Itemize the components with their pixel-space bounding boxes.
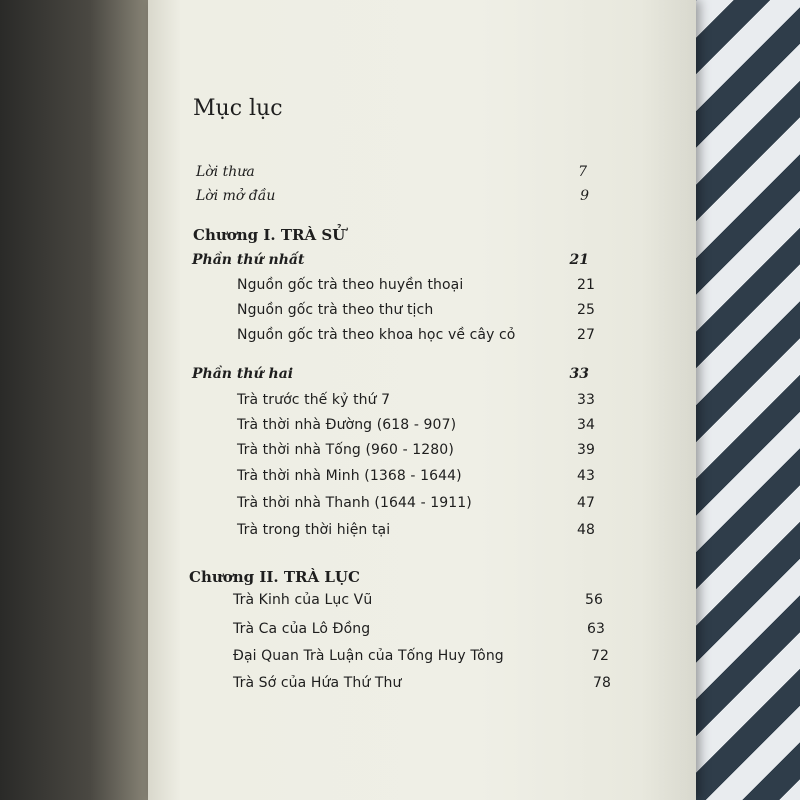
- toc-entry: [237, 519, 617, 541]
- chapter-title: Chương I. TRÀ SỬ: [193, 226, 346, 244]
- toc-entry: [237, 324, 617, 346]
- toc-entry-page: 39: [576, 442, 595, 458]
- toc-entry-page: 48: [576, 522, 595, 538]
- part-label: Phần thứ nhất: [192, 252, 305, 268]
- toc-entry-label: Trà thời nhà Tống (960 - 1280): [237, 442, 454, 458]
- toc-entry-label: Lời thưa: [196, 164, 255, 180]
- toc-entry-page: 43: [576, 468, 595, 484]
- toc-entry-label: Trà Kinh của Lục Vũ: [233, 592, 373, 608]
- toc-entry-label: Trà Ca của Lô Đồng: [233, 621, 371, 637]
- toc-entry-page: 34: [576, 417, 595, 433]
- part-heading: [192, 363, 612, 385]
- toc-entry-label: Trà trước thế kỷ thứ 7: [237, 392, 391, 408]
- toc-entry: [237, 492, 617, 514]
- part-page: 21: [569, 252, 589, 268]
- toc-entry-label: Đại Quan Trà Luận của Tống Huy Tông: [233, 648, 504, 664]
- toc-entry-page: 7: [578, 164, 587, 180]
- toc-entry-label: Lời mở đầu: [196, 188, 276, 204]
- toc-entry: [237, 389, 617, 411]
- toc-entry-page: 21: [576, 277, 595, 293]
- toc-entry-label: Nguồn gốc trà theo huyền thoại: [237, 277, 464, 293]
- toc-entry-page: 33: [576, 392, 595, 408]
- toc-entry-label: Trà thời nhà Đường (618 - 907): [237, 417, 457, 433]
- toc-entry: [237, 414, 617, 436]
- toc-entry: [237, 274, 617, 296]
- page-title: Mục lục: [193, 96, 283, 121]
- toc-entry-page: 72: [590, 648, 609, 664]
- toc-entry-label: Trà trong thời hiện tại: [237, 522, 391, 538]
- toc-entry-label: Nguồn gốc trà theo thư tịch: [237, 302, 434, 318]
- toc-entry-page: 47: [576, 495, 595, 511]
- toc-entry-page: 63: [586, 621, 605, 637]
- toc-entry: [233, 672, 613, 694]
- chapter-heading: [193, 224, 345, 246]
- toc-entry-label: Trà Sớ của Hứa Thứ Thư: [233, 675, 402, 691]
- part-page: 33: [569, 366, 589, 382]
- part-heading: [192, 249, 612, 271]
- toc-entry: [233, 618, 613, 640]
- toc-entry-label: Trà thời nhà Minh (1368 - 1644): [237, 468, 462, 484]
- toc-entry: [196, 161, 596, 183]
- part-label: Phần thứ hai: [192, 366, 294, 382]
- toc-entry: [237, 465, 617, 487]
- toc-entry-page: 25: [576, 302, 595, 318]
- toc-entry: [233, 645, 613, 667]
- toc-entry-page: 78: [592, 675, 611, 691]
- toc-entry: [196, 185, 596, 207]
- toc-entry: [237, 299, 617, 321]
- toc-entry: [233, 589, 613, 611]
- toc-entry-label: Nguồn gốc trà theo khoa học về cây cỏ: [237, 327, 516, 343]
- chapter-heading: [189, 566, 360, 588]
- toc-entry-label: Trà thời nhà Thanh (1644 - 1911): [237, 495, 472, 511]
- chapter-title: Chương II. TRÀ LỤC: [189, 568, 360, 586]
- toc-entry-page: 9: [580, 188, 589, 204]
- toc-entry: [237, 439, 617, 461]
- toc-entry-page: 56: [584, 592, 603, 608]
- toc-entry-page: 27: [576, 327, 595, 343]
